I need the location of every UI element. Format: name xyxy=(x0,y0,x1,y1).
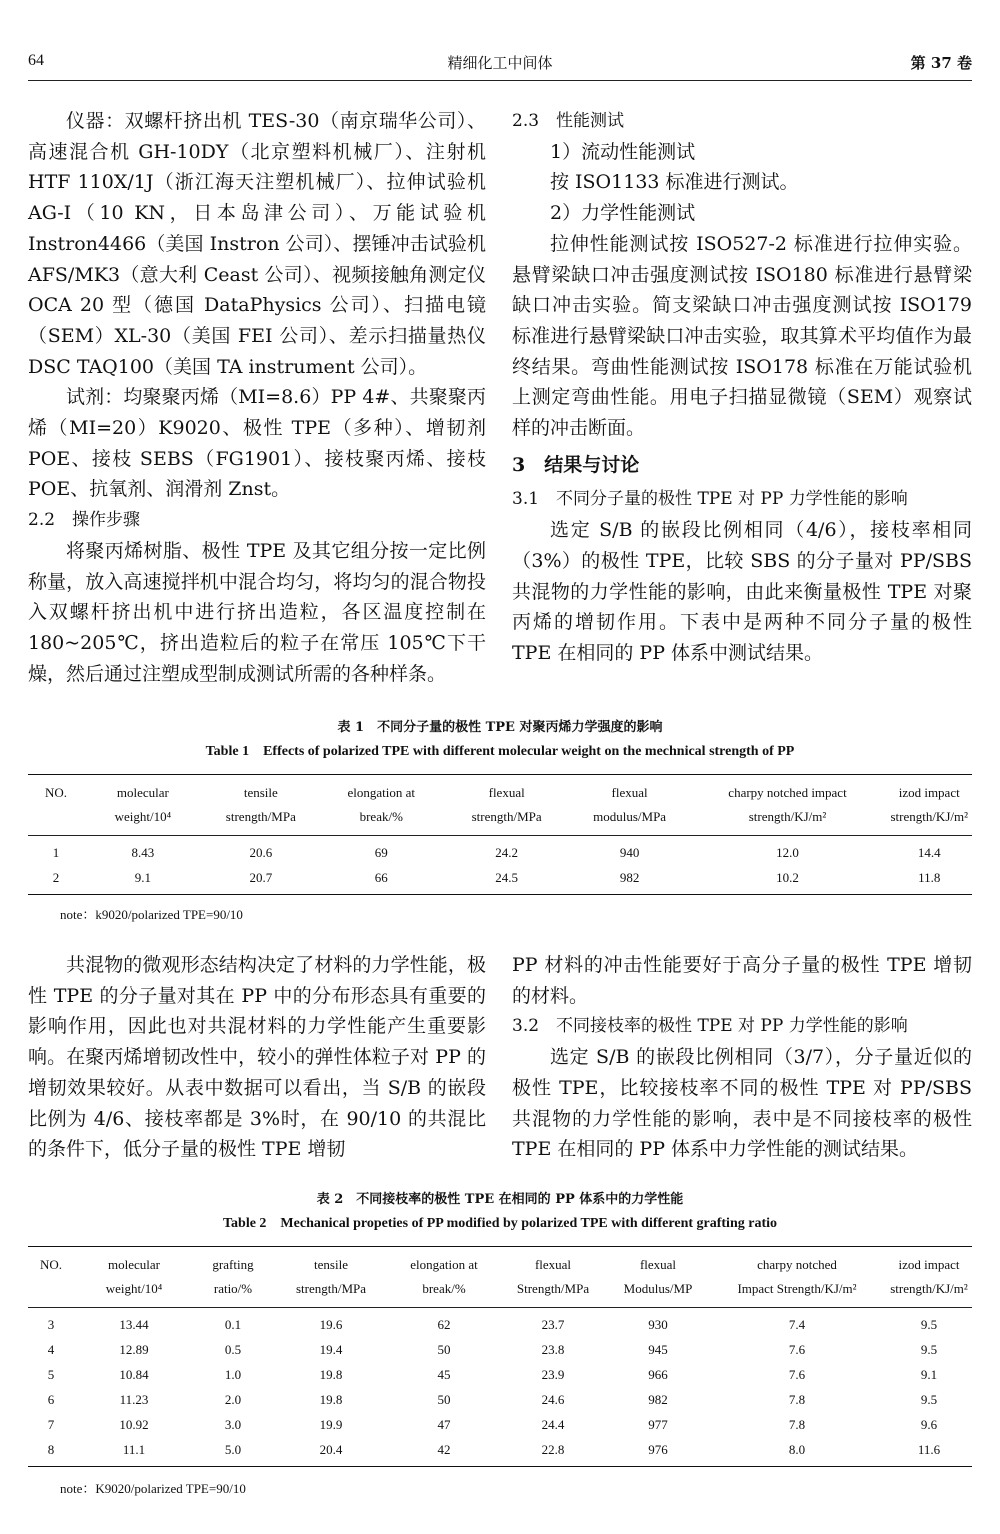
table-cell: 7.6 xyxy=(788,1342,806,1357)
table-header-cell: strength/MPa xyxy=(443,805,571,836)
table-cell: 19.8 xyxy=(319,1392,343,1407)
table-cell: 19.9 xyxy=(319,1417,343,1432)
table-cell: 10.84 xyxy=(119,1367,149,1382)
journal-name: 精细化工中间体 xyxy=(447,54,553,72)
table-cell: 50 xyxy=(437,1342,451,1357)
table-cell: 10.2 xyxy=(776,870,799,885)
table-header-cell: molecular xyxy=(116,785,169,800)
flow-test-text: 按 ISO1133 标准进行测试。 xyxy=(550,171,799,194)
table-header-cell xyxy=(28,1277,74,1308)
left-column-top xyxy=(28,106,486,689)
section-3-2-text: 选定 S/B 的嵌段比例相同（3/7），分子量近似的极性 TPE，比较接枝率不同的极性 TPE 对 PP/SBS 共混物的力学性能的影响，表中是不同接枝率的极性 TPE 在相同的 PP 体系中力学性能的测试结果。 xyxy=(512,1046,972,1161)
table-cell: 940 xyxy=(619,845,640,860)
table-2-header-row-1 xyxy=(28,1247,972,1278)
table-header-cell: flexual xyxy=(488,785,525,800)
table-cell: 19.6 xyxy=(319,1317,343,1332)
table-cell: 11.23 xyxy=(119,1392,149,1407)
table-2-caption xyxy=(28,1188,972,1236)
table-cell: 62 xyxy=(437,1317,451,1332)
section-3-2-heading: 3.2 不同接枝率的极性 TPE 对 PP 力学性能的影响 xyxy=(512,1016,908,1037)
page-header xyxy=(28,48,972,78)
table-cell: 10.92 xyxy=(119,1417,149,1432)
table-header-cell: strength/KJ/m² xyxy=(886,1277,972,1308)
table-header-cell: tensile xyxy=(243,785,278,800)
table-cell: 7.4 xyxy=(788,1317,806,1332)
table-row xyxy=(28,1308,972,1338)
table-cell: 4 xyxy=(47,1342,55,1357)
table-cell: 976 xyxy=(648,1442,668,1457)
table-cell: 12.0 xyxy=(776,845,799,860)
table-cell: 8.0 xyxy=(788,1442,806,1457)
table-header-cell: strength/KJ/m² xyxy=(886,805,972,836)
discussion-continued: PP 材料的冲击性能要好于高分子量的极性 TPE 增韧的材料。 xyxy=(512,954,972,1007)
table-cell: 13.44 xyxy=(119,1317,149,1332)
flow-test-label: 1）流动性能测试 xyxy=(550,140,696,163)
table-cell: 7.6 xyxy=(788,1367,806,1382)
table-cell: 45 xyxy=(437,1367,451,1382)
table-cell: 0.5 xyxy=(224,1342,242,1357)
table-header-cell xyxy=(28,805,84,836)
section-3-1-text: 选定 S/B 的嵌段比例相同（4/6），接枝率相同（3%）的极性 TPE，比较 SBS 的分子量对 PP/SBS 共混物的力学性能的影响，由此来衡量极性 TPE 对聚丙烯的增韧作用。下表中是两种不同分子量的极性 TPE 在相同的 PP 体系中测试结果。 xyxy=(512,519,972,664)
table-header-cell: charpy notched impact xyxy=(728,785,847,800)
table-cell: 47 xyxy=(437,1417,451,1432)
table-cell: 3 xyxy=(47,1317,55,1332)
mechanical-test-label: 2）力学性能测试 xyxy=(550,202,696,225)
page-number: 64 xyxy=(28,52,44,69)
table-header-cell: tensile xyxy=(314,1257,348,1272)
table-cell: 20.4 xyxy=(319,1442,343,1457)
table-cell: 9.5 xyxy=(920,1317,938,1332)
table-cell: 23.7 xyxy=(541,1317,565,1332)
discussion-paragraph: 共混物的微观形态结构决定了材料的力学性能，极性 TPE 的分子量对其在 PP 中的分布形态具有重要的影响作用，因此也对共混材料的力学性能产生重要影响。在聚丙烯增韧改性中，较小的弹性体粒子对 PP 的增韧效果较好。从表中数据可以看出，当 S/B 的嵌段比例为 4/6、接枝率都是 3%时，在 90/10 的共混比的条件下，低分子量的极性 TPE 增韧 xyxy=(28,954,486,1161)
table-header-cell: NO. xyxy=(39,1257,63,1272)
table-cell: 24.2 xyxy=(495,845,519,860)
table-header-cell: NO. xyxy=(44,785,67,800)
table-cell: 24.4 xyxy=(541,1417,565,1432)
table-header-cell: izod impact xyxy=(898,785,960,800)
table-1-header-row-2 xyxy=(28,805,972,836)
table-cell: 930 xyxy=(648,1317,668,1332)
table-2 xyxy=(28,1246,972,1467)
table-1-caption-cn: 表 1 不同分子量的极性 TPE 对聚丙烯力学强度的影响 xyxy=(337,720,663,735)
table-header-cell: flexual xyxy=(639,1257,677,1272)
table-cell: 966 xyxy=(648,1367,668,1382)
table-cell: 23.9 xyxy=(541,1367,565,1382)
table-header-cell: flexual xyxy=(534,1257,572,1272)
table-cell: 7.8 xyxy=(788,1392,806,1407)
header-rule xyxy=(28,80,972,81)
table-cell: 19.8 xyxy=(319,1367,343,1382)
volume-label: 第 37 卷 xyxy=(910,54,972,72)
table-1 xyxy=(28,774,972,895)
table-cell: 11.8 xyxy=(918,870,941,885)
table-cell: 1 xyxy=(52,845,60,860)
table-cell: 11.1 xyxy=(122,1442,146,1457)
mechanical-test-text: 拉伸性能测试按 ISO527-2 标准进行拉伸实验。悬臂梁缺口冲击强度测试按 ISO180 标准进行悬臂梁缺口冲击实验。简支梁缺口冲击强度测试按 ISO179 标准进行悬臂梁缺口冲击实验，取其算术平均值作为最终结果。弯曲性能测试按 ISO178 标准在万能试验机上测定弯曲性能。用电子扫描显微镜（SEM）观察试样的冲击断面。 xyxy=(512,232,972,440)
table-row xyxy=(28,1362,972,1387)
section-2-2-text: 将聚丙烯树脂、极性 TPE 及其它组分按一定比例称量，放入高速搅拌机中混合均匀，将均匀的混合物投入双螺杆挤出机中进行挤出造粒，各区温度控制在 180~205℃，挤出造粒后的粒子在常压 105℃下干燥，然后通过注塑成型制成测试所需的各种样条。 xyxy=(28,539,486,685)
table-2-header-row-2 xyxy=(28,1277,972,1308)
table-cell: 9.5 xyxy=(920,1342,938,1357)
table-header-cell: break/% xyxy=(390,1277,498,1308)
table-header-cell: elongation at xyxy=(410,1257,478,1272)
table-cell: 5 xyxy=(47,1367,55,1382)
table-row xyxy=(28,1337,972,1362)
table-header-cell: modulus/MPa xyxy=(571,805,689,836)
table-row xyxy=(28,1387,972,1412)
right-column-middle xyxy=(512,950,972,1165)
table-row xyxy=(28,836,972,866)
table-header-cell: strength/KJ/m² xyxy=(689,805,887,836)
table-cell: 977 xyxy=(648,1417,668,1432)
right-column-top xyxy=(512,106,972,669)
table-header-cell: Impact Strength/KJ/m² xyxy=(708,1277,886,1308)
table-header-cell: weight/10⁴ xyxy=(74,1277,194,1308)
table-cell: 19.4 xyxy=(319,1342,343,1357)
table-header-cell: strength/MPa xyxy=(272,1277,390,1308)
section-3-heading: 3 结果与讨论 xyxy=(512,453,640,476)
table-cell: 2 xyxy=(52,870,60,885)
section-2-3-heading: 2.3 性能测试 xyxy=(512,111,625,131)
left-column-middle xyxy=(28,950,486,1165)
table-cell: 9.1 xyxy=(920,1367,938,1382)
table-cell: 9.6 xyxy=(920,1417,938,1432)
instruments-paragraph: 仪器：双螺杆挤出机 TES-30（南京瑞华公司）、高速混合机 GH-10DY（北京塑料机械厂）、注射机 HTF 110X/1J（浙江海天注塑机械厂）、拉伸试验机 AG-I（10 KN，日本岛津公司）、万能试验机 Instron4466（美国 Instron 公司）、摆锤冲击试验机 AFS/MK3（意大利 Ceast 公司）、视频接触角测定仪 OCA 20 型（德国 DataPhysics 公司）、扫描电镜（SEM）XL-30（美国 FEI 公司）、差示扫描量热仪 DSC TAQ100（美国 TA instrument 公司）。 xyxy=(28,110,486,378)
table-row xyxy=(28,1437,972,1467)
table-2-caption-cn: 表 2 不同接枝率的极性 TPE 在相同的 PP 体系中的力学性能 xyxy=(316,1192,684,1207)
table-cell: 20.6 xyxy=(249,845,273,860)
table-header-cell: molecular xyxy=(108,1257,160,1272)
table-cell: 8.43 xyxy=(131,845,155,860)
table-cell: 982 xyxy=(619,870,640,885)
table-cell: 945 xyxy=(648,1342,668,1357)
table-cell: 8 xyxy=(47,1442,55,1457)
reagents-paragraph: 试剂：均聚聚丙烯（MI=8.6）PP 4#、共聚聚丙烯（MI=20）K9020、极性 TPE（多种）、增韧剂 POE、接枝 SEBS（FG1901）、接枝聚丙烯、接枝 POE、抗氧剂、润滑剂 Znst。 xyxy=(28,386,486,501)
table-cell: 3.0 xyxy=(224,1417,242,1432)
table-cell: 5.0 xyxy=(224,1442,242,1457)
table-cell: 42 xyxy=(437,1442,451,1457)
table-header-cell: elongation at xyxy=(347,785,415,800)
table-row xyxy=(28,1412,972,1437)
table-cell: 50 xyxy=(437,1392,451,1407)
table-cell: 20.7 xyxy=(249,870,273,885)
table-cell: 2.0 xyxy=(224,1392,242,1407)
table-cell: 1.0 xyxy=(224,1367,242,1382)
table-cell: 69 xyxy=(374,845,388,860)
table-cell: 9.5 xyxy=(920,1392,938,1407)
table-cell: 6 xyxy=(47,1392,55,1407)
table-cell: 7 xyxy=(47,1417,55,1432)
table-2-caption-en: Table 2 Mechanical propeties of PP modified by polarized TPE with different grafting ratio xyxy=(222,1216,777,1231)
table-1-caption-en: Table 1 Effects of polarized TPE with different molecular weight on the mechnical strength of PP xyxy=(205,744,795,759)
table-header-cell: charpy notched xyxy=(757,1257,837,1272)
table-cell: 66 xyxy=(374,870,388,885)
table-cell: 12.89 xyxy=(119,1342,149,1357)
table-header-cell: flexual xyxy=(611,785,648,800)
table-header-cell: grafting xyxy=(212,1257,254,1272)
table-header-cell: break/% xyxy=(320,805,443,836)
table-header-cell: izod impact xyxy=(898,1257,960,1272)
table-cell: 982 xyxy=(648,1392,668,1407)
table-2-note: note：K9020/polarized TPE=90/10 xyxy=(60,1481,246,1496)
table-cell: 24.5 xyxy=(495,870,519,885)
section-2-2-heading: 2.2 操作步骤 xyxy=(28,510,141,531)
table-header-cell: ratio/% xyxy=(194,1277,272,1308)
table-cell: 0.1 xyxy=(224,1317,242,1332)
table-1-header-row-1 xyxy=(28,775,972,806)
table-1-caption xyxy=(28,716,972,764)
table-cell: 24.6 xyxy=(541,1392,565,1407)
table-cell: 11.6 xyxy=(917,1442,941,1457)
table-cell: 23.8 xyxy=(541,1342,565,1357)
table-1-note: note：k9020/polarized TPE=90/10 xyxy=(60,907,243,922)
table-cell: 22.8 xyxy=(541,1442,565,1457)
table-header-cell: Strength/MPa xyxy=(498,1277,608,1308)
table-header-cell: Modulus/MP xyxy=(608,1277,708,1308)
table-cell: 7.8 xyxy=(788,1417,806,1432)
table-row xyxy=(28,865,972,895)
table-header-cell: strength/MPa xyxy=(202,805,320,836)
table-header-cell: weight/10⁴ xyxy=(84,805,202,836)
table-cell: 9.1 xyxy=(134,870,152,885)
section-3-1-heading: 3.1 不同分子量的极性 TPE 对 PP 力学性能的影响 xyxy=(512,489,908,510)
table-cell: 14.4 xyxy=(917,845,941,860)
